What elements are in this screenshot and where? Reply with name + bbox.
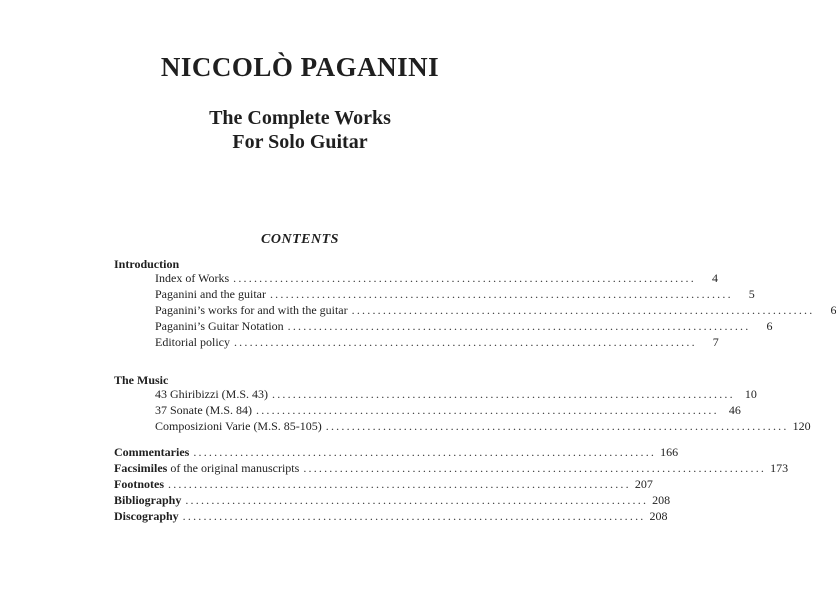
toc-entry [114,492,671,508]
dot-leader: ......................................................................................... [233,271,696,285]
toc-entry-title: Paganini and the guitar [155,287,266,301]
toc-entry-title [114,492,181,508]
toc-entry-title [114,444,189,460]
toc-entry-bold-title: Facsimiles [114,461,168,475]
toc-page-number: 166 [660,445,679,459]
toc-page-number: 5 [748,287,755,301]
toc-entry-title: Composizioni Varie (M.S. 85-105) [155,419,322,433]
dot-leader: ......................................................................................... [233,335,697,349]
dot-leader: ......................................................................................... [272,387,735,401]
toc-entry-title: 43 Ghiribizzi (M.S. 43) [155,387,268,401]
toc-entry-bold-title: Discography [114,509,179,523]
dot-leader: ......................................................................................... [256,403,719,417]
toc-entry [155,386,757,402]
section-label-introduction: Introduction [114,257,180,271]
toc-entry [155,334,719,350]
toc-page-number: 208 [652,493,671,507]
toc-entry-title [114,460,299,476]
toc-entry [155,418,811,434]
dot-leader: ......................................................................................... [351,303,815,317]
toc-entry [114,508,668,524]
author-name: NICCOLÒ PAGANINI [160,52,440,82]
toc-entry [155,318,773,334]
toc-page-number: 7 [712,335,719,349]
toc-page-number: 6 [766,319,773,333]
dot-leader: ......................................................................................... [269,287,733,301]
toc-page-number: 207 [634,477,653,491]
toc-page-number: 208 [649,509,668,523]
dot-leader: ......................................................................................... [185,493,649,507]
toc-entry-title [114,476,164,492]
toc-entry [155,270,718,286]
dot-leader: ......................................................................................... [287,319,751,333]
dot-leader: ......................................................................................... [182,509,646,523]
toc-entry [155,286,755,302]
toc-entry [155,302,836,318]
book-title-line-2: For Solo Guitar [232,131,368,153]
toc-entry-bold-title: Footnotes [114,477,164,491]
toc-entry-title: Paganini’s Guitar Notation [155,319,284,333]
toc-entry [114,460,789,476]
dot-leader: ......................................................................................... [325,419,789,433]
toc-entry-title: Index of Works [155,271,230,285]
toc-entry-bold-title: Bibliography [114,493,182,507]
toc-entry-bold-title: Commentaries [114,445,190,459]
toc-entry-subtitle: of the original manuscripts [167,461,300,475]
toc-page-number: 6 [830,303,836,317]
toc-entry [114,476,653,492]
toc-page-number: 46 [728,403,741,417]
toc-entry-title: Paganini’s works for and with the guitar [155,303,348,317]
toc-page-number: 120 [792,419,811,433]
dot-leader: ......................................................................................... [303,461,767,475]
toc-entry [114,444,679,460]
section-label-the-music: The Music [114,373,169,387]
dot-leader: ......................................................................................... [168,477,631,491]
toc-entry-title: 37 Sonate (M.S. 84) [155,403,252,417]
toc-entry-title: Editorial policy [155,335,230,349]
toc-page-number: 4 [711,271,718,285]
toc-entry-title [114,508,179,524]
dot-leader: ......................................................................................... [193,445,657,459]
toc-entry [155,402,741,418]
toc-page-number: 173 [770,461,789,475]
book-title-line-1: The Complete Works [209,107,391,129]
toc-page-number: 10 [744,387,757,401]
contents-heading: CONTENTS [261,232,339,247]
